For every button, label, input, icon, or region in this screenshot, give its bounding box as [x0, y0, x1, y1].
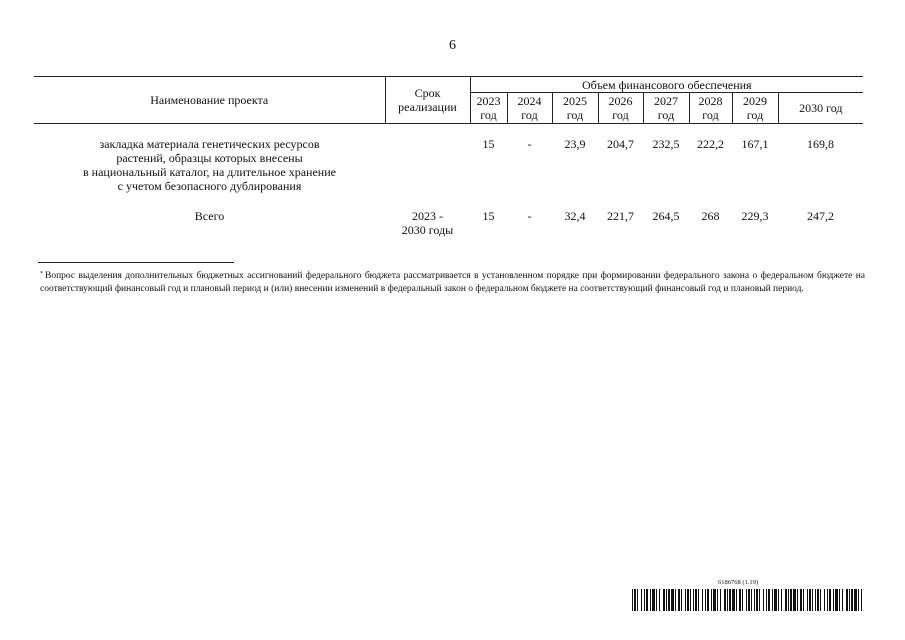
barcode-bar	[732, 589, 735, 611]
footnote	[40, 270, 865, 297]
project-value-2030: 169,8	[807, 137, 835, 151]
project-term-cell	[385, 137, 470, 193]
header-year-unit: год	[521, 108, 538, 122]
barcode-bar	[809, 589, 811, 611]
barcode-bar	[861, 589, 862, 611]
header-year-2025	[552, 93, 598, 124]
barcode-bar	[746, 589, 747, 611]
project-value-2028: 222,2	[697, 137, 724, 151]
barcode-bar	[788, 589, 789, 611]
barcode-bar	[851, 589, 853, 611]
header-year-2023	[470, 93, 507, 124]
total-value-2023: 15	[482, 209, 495, 223]
barcode-bar	[656, 589, 657, 611]
barcode-bar	[781, 589, 782, 611]
project-value-2024: -	[527, 137, 532, 151]
header-year-label: 2029	[743, 94, 767, 108]
barcode-bar	[778, 589, 779, 611]
barcode-bar	[698, 589, 699, 611]
barcode-bar	[668, 589, 670, 611]
barcode-bar	[763, 589, 764, 611]
barcode-bar	[766, 589, 767, 611]
project-name-line: с учетом безопасного дублирования	[117, 179, 302, 193]
barcode-bar	[790, 589, 792, 611]
header-year-label: 2026	[608, 94, 633, 108]
header-year-2029	[732, 93, 778, 124]
total-value-2025: 32,4	[564, 209, 586, 223]
barcode-bar	[800, 589, 802, 611]
barcode-bar	[685, 589, 686, 611]
barcode-bar	[693, 589, 694, 611]
total-value-2027: 264,5	[652, 209, 680, 223]
project-value-2029: 167,1	[741, 137, 769, 151]
header-financing-volume: Объем финансового обеспечения	[470, 77, 863, 93]
barcode-bar	[742, 589, 743, 611]
total-value-2029: 229,3	[741, 209, 769, 223]
table-row-project	[34, 137, 863, 193]
barcode-bar	[644, 589, 645, 611]
barcode-bar	[835, 589, 838, 611]
barcode-bar	[772, 589, 773, 611]
barcode-bar	[729, 589, 731, 611]
barcode-bar	[754, 589, 755, 611]
barcode-bar	[827, 589, 828, 611]
table-header-row	[34, 77, 863, 93]
barcode-bar	[711, 589, 712, 611]
barcode-bar	[739, 589, 741, 611]
project-name-line: в национальный каталог, на длительное хранение	[83, 165, 336, 179]
barcode-bar	[756, 589, 758, 611]
barcode-bar	[774, 589, 777, 611]
barcode-bar	[713, 589, 716, 611]
barcode-bar	[803, 589, 804, 611]
header-year-unit: год	[657, 108, 675, 122]
barcode-bar	[727, 589, 728, 611]
header-year-2027	[643, 93, 689, 124]
page-number: 6	[449, 38, 456, 53]
project-value-2027: 232,5	[652, 137, 680, 151]
barcode-bar	[785, 589, 787, 611]
barcode-bar	[842, 589, 843, 611]
barcode-bar	[736, 589, 737, 611]
header-year-label: 2024	[517, 94, 542, 108]
barcode-bar	[720, 589, 721, 611]
barcode-bar	[634, 589, 636, 611]
project-value-2023: 15	[482, 137, 495, 151]
barcode-bar	[666, 589, 667, 611]
header-year-label: 2023	[476, 94, 501, 108]
header-year-unit: год	[702, 108, 719, 122]
barcode-bar	[793, 589, 796, 611]
total-term-cell	[385, 209, 470, 237]
document-code: 6186768 (1.19)	[718, 579, 759, 586]
header-year-2030: 2030 год	[778, 93, 863, 124]
project-name-line: закладка материала генетических ресурсов	[99, 137, 320, 151]
project-value-2025: 23,9	[564, 137, 586, 151]
total-value-2024: -	[527, 209, 532, 223]
project-name-cell	[34, 137, 385, 193]
barcode-bar	[748, 589, 750, 611]
barcode-bar	[854, 589, 857, 611]
barcode-bar	[690, 589, 691, 611]
header-year-label: 2025	[563, 94, 587, 108]
header-year-unit: год	[480, 108, 497, 122]
barcode-bar	[820, 589, 821, 611]
total-term-line1: 2023 -	[412, 209, 443, 223]
header-year-label: 2028	[698, 94, 723, 108]
barcode-bar	[824, 589, 825, 611]
barcode-bar	[702, 589, 703, 611]
footnote-text: Вопрос выделения дополнительных бюджетных ассигнований федерального бюджета рассматривается в установленном порядке при формировании федерального закона о федеральном бюджете на соответствующий финансовый год и плановый период и (или) внесении изменений в федеральный закон о федеральном бюджете на соответствующий финансовый год и плановый период.	[40, 271, 865, 295]
header-term	[385, 77, 470, 124]
barcode-bar	[687, 589, 689, 611]
barcode-bar	[705, 589, 706, 611]
header-project-name: Наименование проекта	[34, 77, 385, 124]
barcode-bar	[858, 589, 859, 611]
barcode-bar	[829, 589, 831, 611]
header-year-2028	[689, 93, 732, 124]
barcode-bar	[812, 589, 813, 611]
total-term-line2: 2030 годы	[401, 223, 454, 237]
project-name-line: растений, образцы которых внесены	[116, 151, 303, 165]
barcode-bar	[759, 589, 760, 611]
total-value-2028: 268	[701, 209, 720, 223]
barcode-bar	[678, 589, 680, 611]
barcode-bar	[671, 589, 674, 611]
barcode-bar	[815, 589, 816, 611]
barcode-bar	[717, 589, 718, 611]
barcode-bar	[846, 589, 848, 611]
barcode-bar	[632, 589, 633, 611]
header-year-2024	[507, 93, 552, 124]
header-term-line1: Срок	[414, 86, 441, 100]
barcode-bar	[646, 589, 648, 611]
barcode-bar	[637, 589, 638, 611]
barcode-bar	[641, 589, 642, 611]
footnote-divider	[38, 262, 234, 263]
footnote-marker: *	[40, 271, 43, 277]
project-value-2026: 204,7	[607, 137, 634, 151]
barcode-bar	[663, 589, 665, 611]
barcode-bar	[724, 589, 726, 611]
barcode-bar	[675, 589, 676, 611]
header-year-unit: год	[566, 108, 584, 122]
barcode-bar	[650, 589, 651, 611]
barcode-bar	[768, 589, 770, 611]
total-value-2030: 247,2	[807, 209, 835, 223]
barcode-bar	[707, 589, 709, 611]
barcode-bar	[695, 589, 697, 611]
barcode-bar	[849, 589, 850, 611]
barcode-bar	[833, 589, 834, 611]
barcode-bar	[659, 589, 660, 611]
header-year-unit: год	[612, 108, 629, 122]
header-year-label: 2027	[654, 94, 678, 108]
table-row-total	[34, 209, 863, 237]
header-year-unit: год	[746, 108, 764, 122]
header-year-2026	[598, 93, 643, 124]
financing-table	[34, 76, 863, 237]
barcode-bar	[681, 589, 682, 611]
barcode-bar	[797, 589, 798, 611]
barcode-bar	[817, 589, 819, 611]
barcode-bar	[751, 589, 752, 611]
barcode	[632, 589, 862, 611]
total-label: Всего	[194, 209, 225, 223]
header-term-line2: реализации	[398, 100, 457, 114]
total-value-2026: 221,7	[607, 209, 634, 223]
barcode-bar	[839, 589, 840, 611]
barcode-bar	[807, 589, 808, 611]
barcode-bar	[652, 589, 655, 611]
